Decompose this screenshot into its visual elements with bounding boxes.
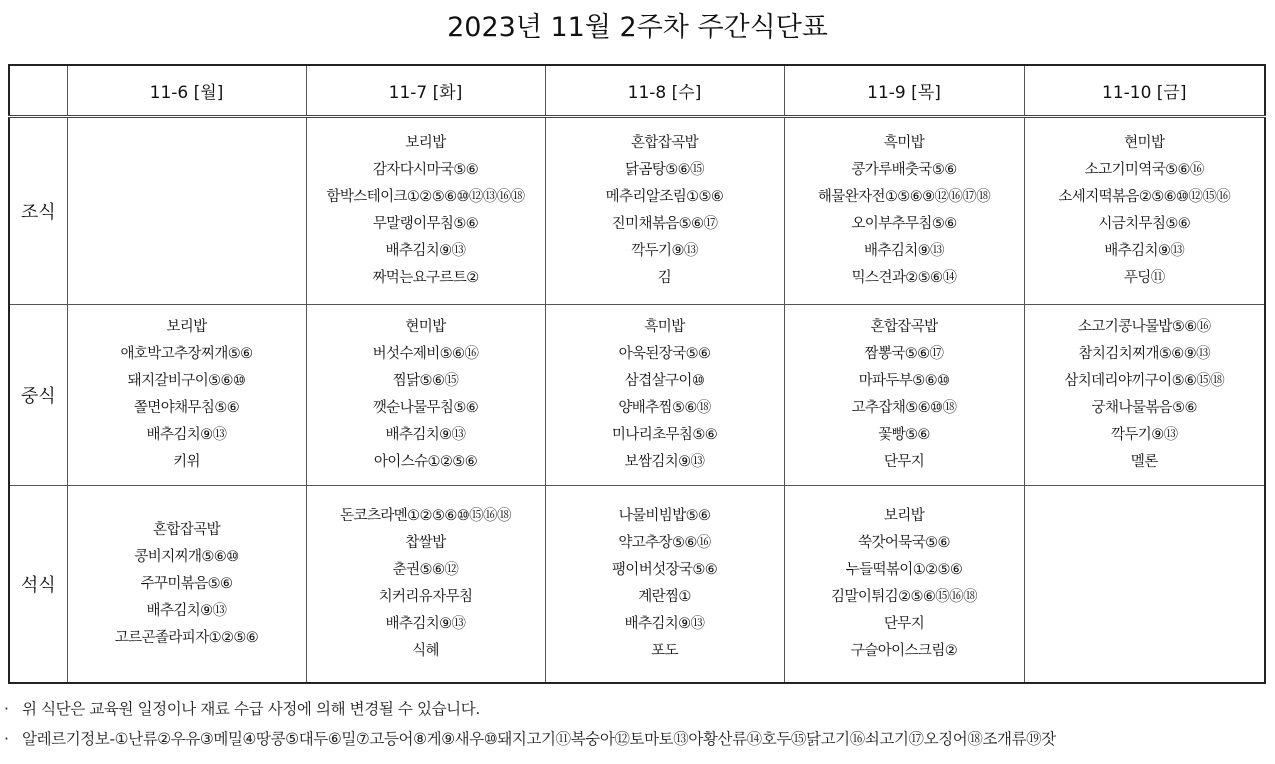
menu-item: 포도 [651,643,678,660]
day-header: 11-7 [화] [306,65,545,117]
menu-item: 단무지 [883,616,925,633]
menu-cell [1024,117,1265,305]
menu-cell [545,486,784,683]
meal-row [9,486,1265,683]
page-title: 2023년 11월 2주차 주간식단표 [447,12,828,43]
menu-item: 단무지 [883,454,925,471]
menu-item: 현미밥 [1124,135,1165,152]
notice-text: 위 식단은 교육원 일정이나 재료 수급 사정에 의해 변경될 수 있습니다. [22,700,480,718]
bullet: · [4,730,9,748]
menu-item: 콩비지찌개⑤⑥⑩ [134,548,239,565]
menu-item: 누들떡볶이①②⑤⑥ [845,562,963,579]
menu-cell [67,117,306,305]
menu-item: 시금치무침⑤⑥ [1098,216,1191,233]
menu-item: 해물완자전①⑤⑥⑨⑫⑯⑰⑱ [817,189,991,206]
menu-cell [784,486,1024,683]
menu-cell [67,486,306,683]
menu-item: 팽이버섯장국⑤⑥ [611,562,718,579]
meal-label: 석식 [9,486,67,683]
menu-item: 삼겹살구이⑩ [624,373,705,390]
bullet: · [4,700,9,718]
menu-item: 아이스슈①②⑤⑥ [373,454,478,471]
menu-item: 쫄면야채무침⑤⑥ [133,400,240,417]
menu-cell [1024,486,1265,683]
menu-item: 오이부추무침⑤⑥ [851,216,957,233]
menu-cell [545,305,784,486]
menu-item: 구슬아이스크림② [850,643,958,660]
menu-item: 감자다시마국⑤⑥ [372,162,479,179]
menu-item: 혼합잡곡밥 [870,319,938,336]
menu-item: 진미채볶음⑤⑥⑰ [611,216,718,233]
menu-item: 보리밥 [166,319,207,336]
menu-item: 푸딩⑪ [1123,270,1165,287]
menu-item: 식혜 [412,643,439,660]
menu-item: 아욱된장국⑤⑥ [618,346,711,363]
menu-item: 마파두부⑤⑥⑩ [858,373,950,390]
menu-item: 소고기콩나물밥⑤⑥⑯ [1077,319,1211,336]
menu-item: 콩가루배춧국⑤⑥ [851,162,957,179]
menu-item: 미나리초무침⑤⑥ [611,427,718,444]
menu-item: 버섯수제비⑤⑥⑯ [372,346,479,363]
menu-item: 깻순나물무침⑤⑥ [372,400,479,417]
menu-item: 짬뽕국⑤⑥⑰ [864,346,944,363]
menu-item: 돈코츠라멘①②⑤⑥⑩⑮⑯⑱ [340,508,511,525]
menu-item: 배추김치⑨⑬ [1104,243,1185,260]
menu-item: 배추김치⑨⑬ [385,616,466,633]
menu-item: 키위 [173,454,200,471]
menu-item: 멜론 [1130,454,1158,471]
menu-item: 계란찜① [638,589,691,606]
menu-cell [545,117,784,305]
meal-row [9,305,1265,486]
allergy-info-text: 알레르기정보-①난류②우유③메밀④땅콩⑤대두⑥밀⑦고등어⑧게⑨새우⑩돼지고기⑪복숭아⑫토마토⑬아황산류⑭호두⑮닭고기⑯쇠고기⑰오징어⑱조개류⑲잣 [22,730,1056,748]
menu-cell [1024,305,1265,486]
menu-item: 현미밥 [405,319,446,336]
menu-item: 궁채나물볶음⑤⑥ [1091,400,1197,417]
menu-item: 삼치데리야끼구이⑤⑥⑮⑱ [1064,373,1225,390]
menu-item: 주꾸미볶음⑤⑥ [140,575,233,592]
menu-item: 치커리유자무침 [378,589,473,606]
menu-item: 배추김치⑨⑬ [864,243,944,260]
day-header: 11-10 [금] [1024,65,1265,117]
menu-item: 나물비빔밥⑤⑥ [618,508,711,525]
menu-item: 고추잡채⑤⑥⑩⑱ [851,400,957,417]
menu-item: 찹쌀밥 [405,535,446,552]
header-row [9,65,1265,117]
menu-item: 배추김치⑨⑬ [385,427,466,444]
menu-item: 돼지갈비구이⑤⑥⑩ [127,373,246,390]
corner-cell [9,65,67,117]
menu-item: 찜닭⑤⑥⑮ [392,373,459,390]
menu-item: 배추김치⑨⑬ [146,602,227,619]
meal-label: 조식 [9,117,67,305]
menu-item: 닭곰탕⑤⑥⑮ [625,162,704,179]
menu-item: 참치김치찌개⑤⑥⑨⑬ [1078,346,1211,363]
menu-item: 김 [657,270,672,287]
menu-item: 메추리알조림①⑤⑥ [605,189,724,206]
menu-item: 혼합잡곡밥 [152,521,221,538]
allergy-info-line [4,724,1269,754]
menu-item: 고르곤졸라피자①②⑤⑥ [114,629,259,646]
menu-item: 깍두기⑨⑬ [1110,427,1178,444]
menu-item: 보리밥 [883,508,925,525]
menu-item: 보리밥 [405,135,446,152]
notes [4,694,1269,754]
menu-cell [306,305,545,486]
day-header: 11-8 [수] [545,65,784,117]
menu-item: 소세지떡볶음②⑤⑥⑩⑫⑮⑯ [1058,189,1231,206]
menu-cell [67,305,306,486]
menu-item: 애호박고추장찌개⑤⑥ [120,346,253,363]
weekly-menu-table [8,64,1266,684]
menu-item: 믹스견과②⑤⑥⑭ [851,270,957,287]
menu-item: 흑미밥 [644,319,685,336]
menu-item: 짜먹는요구르트② [372,270,479,287]
meal-label: 중식 [9,305,67,486]
menu-item: 무말랭이무침⑤⑥ [372,216,479,233]
menu-item: 춘권⑤⑥⑫ [392,562,459,579]
menu-item: 양배추찜⑤⑥⑱ [618,400,711,417]
menu-item: 함박스테이크①②⑤⑥⑩⑫⑬⑯⑱ [326,189,525,206]
menu-item: 배추김치⑨⑬ [146,427,227,444]
menu-item: 배추김치⑨⑬ [385,243,466,260]
meal-row [9,117,1265,305]
day-header: 11-6 [월] [67,65,306,117]
menu-item: 김말이튀김②⑤⑥⑮⑯⑱ [831,589,977,606]
notice-line [4,694,1269,724]
menu-item: 보쌈김치⑨⑬ [624,454,705,471]
menu-item: 혼합잡곡밥 [630,135,699,152]
menu-cell [306,117,545,305]
menu-item: 흑미밥 [883,135,925,152]
menu-cell [784,117,1024,305]
menu-cell [784,305,1024,486]
menu-item: 소고기미역국⑤⑥⑯ [1084,162,1204,179]
day-header: 11-9 [목] [784,65,1024,117]
menu-item: 꽃빵⑤⑥ [878,427,930,444]
menu-item: 쑥갓어묵국⑤⑥ [858,535,950,552]
menu-item: 깍두기⑨⑬ [631,243,698,260]
menu-cell [306,486,545,683]
menu-item: 배추김치⑨⑬ [624,616,705,633]
menu-item: 약고추장⑤⑥⑯ [618,535,711,552]
